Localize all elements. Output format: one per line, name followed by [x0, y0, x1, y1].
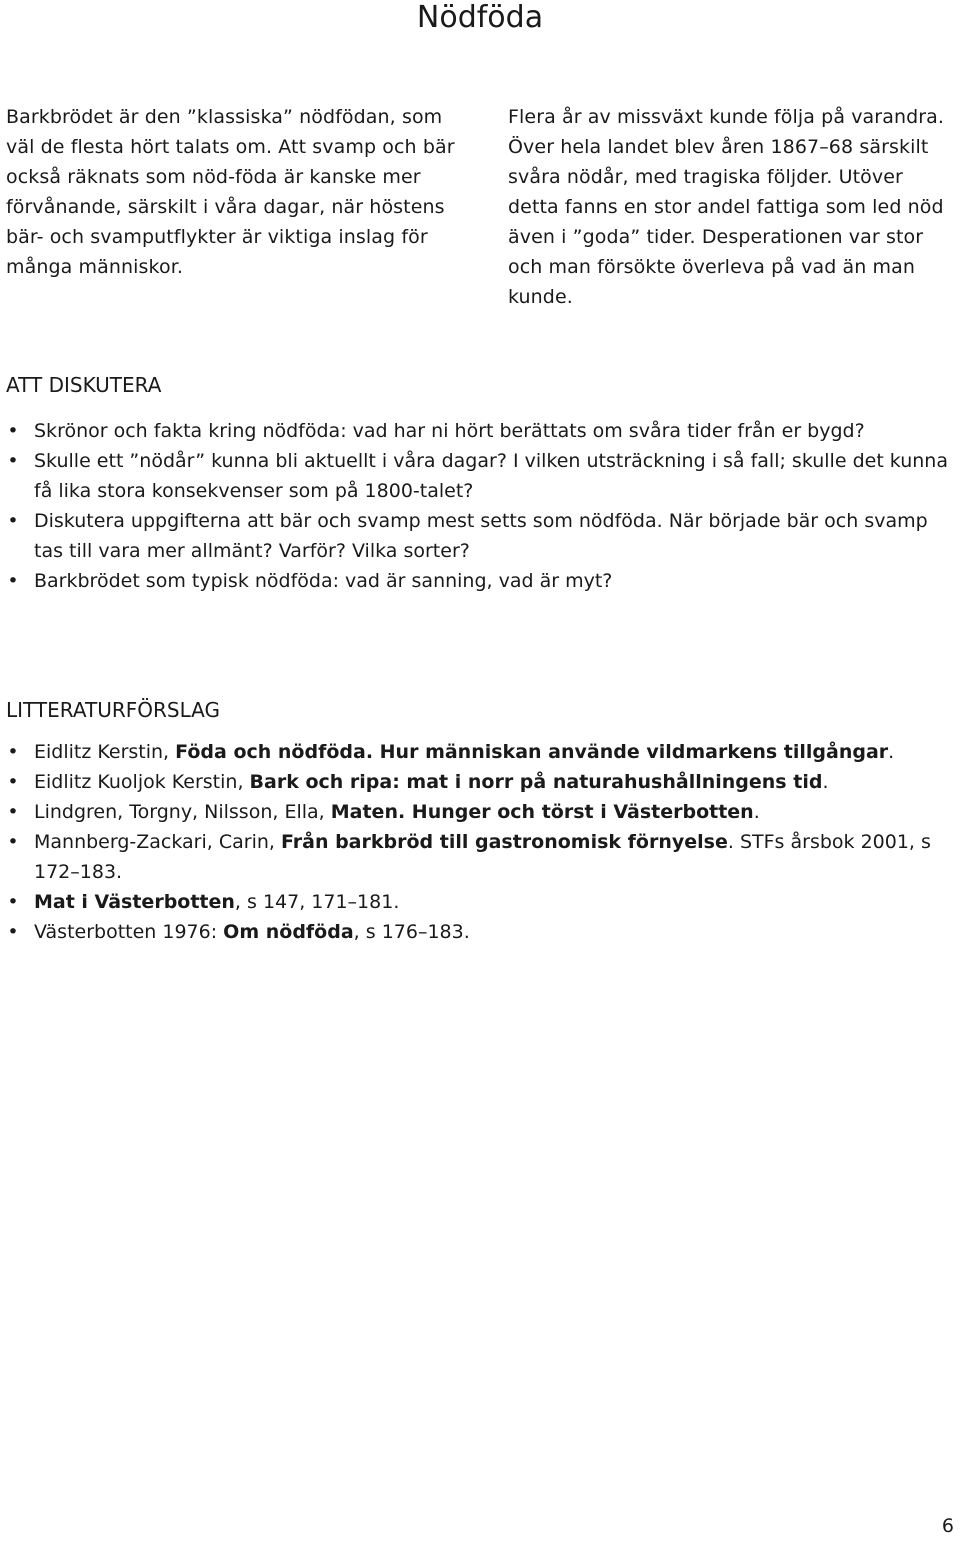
reference-details: , s 147, 171–181. [234, 891, 400, 913]
reference-author: Västerbotten 1976: [34, 921, 224, 943]
bullet-icon: • [7, 801, 19, 823]
bullet-icon: • [7, 420, 19, 442]
intro-left-paragraph: Barkbrödet är den ”klassiska” nödfödan, som väl de flesta hört talats om. Att svamp och bär också räknats som nöd-föda är kanske mer förvånande, särskilt i våra dagar, när höstens bär- och svamputflykter är viktiga inslag för många människor. [6, 106, 455, 278]
discuss-item-text: Skrönor och fakta kring nödföda: vad har ni hört berättats om svåra tider från er bygd? [34, 420, 865, 442]
discuss-item-text: Diskutera uppgifterna att bär och svamp mest setts som nödföda. När började bär och svamp tas till vara mer allmänt? Varför? Vilka sorter? [34, 510, 928, 562]
discuss-item-text: Barkbrödet som typisk nödföda: vad är sanning, vad är myt? [34, 570, 613, 592]
discuss-heading: ATT DISKUTERA [6, 373, 162, 397]
list-item [0, 416, 952, 446]
bullet-icon: • [7, 450, 19, 472]
literature-heading: LITTERATURFÖRSLAG [6, 698, 220, 722]
bullet-icon: • [7, 741, 19, 763]
reference-author: Eidlitz Kuoljok Kerstin, [34, 771, 250, 793]
reference-details: . STFs årsbok 2001, s 172–183. [34, 831, 931, 883]
page-number: 6 [941, 1515, 954, 1537]
reference-title: Maten. Hunger och törst i Västerbotten [330, 801, 754, 823]
reference-author: Mannberg-Zackari, Carin, [34, 831, 281, 853]
reference-details: . [888, 741, 895, 763]
list-item [0, 917, 952, 947]
bullet-icon: • [7, 570, 19, 592]
list-item [0, 506, 952, 566]
reference-details: . [753, 801, 760, 823]
intro-right-paragraph: Flera år av missväxt kunde följa på varandra. Över hela landet blev åren 1867–68 särskilt svåra nödår, med tragiska följder. Utöver detta fanns en stor andel fattiga som led nöd även i ”goda” tider. Desperationen var stor och man försökte överleva på vad än man kunde. [508, 106, 945, 308]
discuss-list [0, 416, 952, 596]
reference-title: Om nödföda [223, 921, 354, 943]
bullet-icon: • [7, 771, 19, 793]
page-title: Nödföda [416, 0, 544, 35]
reference-author: Lindgren, Torgny, Nilsson, Ella, [34, 801, 331, 823]
reference-title: Mat i Västerbotten [34, 891, 235, 913]
list-item [0, 767, 952, 797]
reference-title: Föda och nödföda. Hur människan använde vildmarkens tillgångar [175, 741, 889, 763]
reference-author: Eidlitz Kerstin, [34, 741, 176, 763]
list-item [0, 797, 952, 827]
bullet-icon: • [7, 831, 19, 853]
bullet-icon: • [7, 921, 19, 943]
list-item [0, 737, 952, 767]
reference-title: Från barkbröd till gastronomisk förnyelse [280, 831, 728, 853]
reference-title: Bark och ripa: mat i norr på naturahushållningens tid [249, 771, 823, 793]
bullet-icon: • [7, 891, 19, 913]
bullet-icon: • [7, 510, 19, 532]
reference-details: , s 176–183. [353, 921, 470, 943]
reference-details: . [822, 771, 829, 793]
discuss-item-text: Skulle ett ”nödår” kunna bli aktuellt i våra dagar? I vilken utsträckning i så fall; skulle det kunna få lika stora konsekvenser som på 1800-talet? [34, 450, 948, 502]
list-item [0, 827, 952, 887]
list-item [0, 566, 952, 596]
list-item [0, 446, 952, 506]
list-item [0, 887, 952, 917]
literature-list [0, 737, 952, 947]
